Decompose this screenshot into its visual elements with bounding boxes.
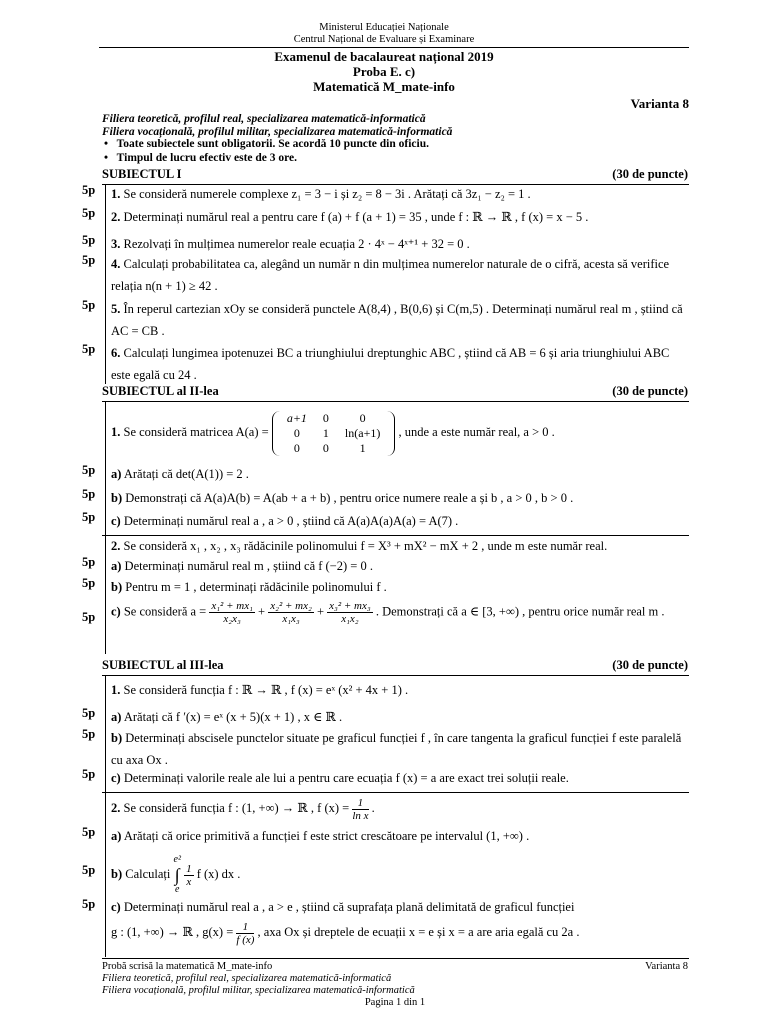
- section-2-heading: [102, 384, 688, 399]
- center-name: Centrul Național de Evaluare și Examinare: [293, 34, 475, 45]
- fraction-1-over-fx: $\frac{1}{f (x)}$: [236, 920, 255, 946]
- section-3-margin-line: [105, 675, 106, 957]
- footer: [102, 961, 688, 1009]
- section-1-title: SUBIECTUL I: [102, 167, 182, 181]
- footer-filiera-1: Filiera teoretică, profilul real, specializarea matematică-informatică: [102, 973, 392, 984]
- section-1-heading: [102, 167, 688, 182]
- fraction-1-over-x: $\frac{1}{x}$: [186, 862, 192, 888]
- section-2-title: SUBIECTUL al II-lea: [102, 384, 219, 398]
- section-3-heading: [102, 658, 688, 673]
- section-2-points: (30 de puncte): [612, 384, 688, 398]
- footer-proba: Probă scrisă la matematică M_mate-info: [102, 961, 273, 972]
- exam-proba: Proba E. c): [352, 64, 416, 79]
- footer-rule: [102, 958, 689, 959]
- section-2-margin-line: [105, 401, 106, 654]
- section-2-rule: [102, 401, 689, 402]
- filiera-vocationala: Filiera vocațională, profilul militar, specializarea matematică-informatică: [102, 126, 453, 138]
- section-3-title: SUBIECTUL al III-lea: [102, 658, 224, 672]
- section-3-points: (30 de puncte): [612, 658, 688, 672]
- fraction-1: $\frac{\text{x₁² + mx₁}}{\text{x₂x₃}}$: [211, 600, 253, 625]
- matrix-A: a+1 0 0 0 1 ln(a+1) 0 0 1: [272, 411, 396, 456]
- exam-page: Ministerul Educației Naționale Centrul Național de Evaluare și Examinare Examenul de bacalaureat național 2019 Proba E. c) Matematică M_mate-info Varianta 8 Filiera teoretică, profilul real, specializarea matematică-informatică Filiera vocațională, profilul militar, specializarea matematică-informatică • Toate subiectele sunt obligatorii. Se acordă 10 puncte din oficiu. • Timpul de lucru efectiv este de 3 ore. SUBIECTUL I (30 de puncte) 5p 1. Se consideră numerele complexe z₁ = 3 − i și z₂ = 8 − 3i . Arătați că 3z₁ − z₂ = 1 . 5p 2. Determinați numărul real a pentru care f (a) + f (a + 1) = 35 , unde f : ℝ → ℝ , f (x) = x − 5 . 5p 3. Rezolvați în mulțimea numerelor reale ecuația 2 · 4ˣ − 4ˣ⁺¹ + 32 = 0 . 5p 4. Calculați probabilitatea ca, alegând un număr n din mulțimea numerelor naturale de o cifră, acesta să verifice relația n(n + 1) ≥ 42 . 5p 5. În reperul cartezian xOy se consideră punctele A(8,4) , B(0,6) și C(m,5) . Determinați numărul real m , știind că AC = CB . 5p 6. Calculați lungimea ipotenuzei BC a triunghiului dreptunghic ABC , știind că AB = 6 și aria triunghiului ABC este egală cu 24 . SUBIECTUL al II-lea (30 de puncte) 1. Se consideră matricea A(a) = a+1 0 0 0 1 ln(a+1) 0 0 1 , unde a este număr real, a > 0 . 5p a) Arătați că det(A(1)) = 2 . 5p b) Demonstrați că A(a)A(b) = A(ab + a + b) , pentru orice numere reale a și b , a > 0 , b > 0 . 5p c) Determinați numărul real a , a > 0 , știind că A(a)A(a)A(a) = A(7) . 2. Se consideră x₁ , x₂ , x₃ rădăcinile polinomului f = X³ + mX² − mX + 2 , unde m este număr real. 5p a) Determinați numărul real m , știind că f (−2) = 0 . 5p b) Pentru m = 1 , determinați rădăcinile polinomului f . 5p c) Se consideră a = $\frac{\text{x₁² + mx₁}}{\text{x₂x₃}}$ + $\frac{\text{x₂² + mx₂}}{\text{x₁x₃}}$ + $\frac{\text{x₃² + mx₃}}{\text{x₁x₂}}$ . Demonstrați că a ∈ [3, +∞) , pentru orice număr real m . SUBIECTUL al III-lea (30 de puncte) 1. Se consideră funcția f : ℝ → ℝ , f (x) = eˣ (x² + 4x + 1) . 5p a) Arătați că f ′(x) = eˣ (x + 5)(x + 1) , x ∈ ℝ . 5p b) Determinați abscisele punctelor situate pe graficul funcției f , în care tangenta la graficul funcției f este paralelă cu axa Ox . 5p c) Determinați valorile reale ale lui a pentru care ecuația f (x) = a are exact trei soluții reale. 2. Se consideră funcția f : (1, +∞) → ℝ , f (x) = $\frac{1}{\text{ln x}}$ . 5p a) Arătați că orice primitivă a funcției f este strict crescătoare pe intervalul (1, +∞) . 5p b) Calculați e² ∫ e $\frac{1}{x}$ f (x) dx . 5p c) Determinați numărul real a , a > e , știind că suprafața plană delimitată de graficul funcției g : (1, +∞) → ℝ , g(x) = $\frac{1}{f (x)}$ , axa Ox și dreptele de ecuații x = e și x = a are aria egală cu 2a . Probă scrisă la matematică M_mate-info Varianta 8 Filiera teoretică, profilul real, specializarea matematică-informatică Filiera vocațională, profilul militar, specializarea matematică-informatică Pagina 1 din 1: [0, 0, 768, 1024]
- integral-sign-icon: ∫: [174, 865, 180, 886]
- header-rule: [99, 47, 689, 48]
- varianta-label: Varianta 8: [630, 96, 689, 111]
- footer-filiera-2: Filiera vocațională, profilul militar, specializarea matematică-informatică: [102, 985, 415, 996]
- section-3-rule: [102, 675, 689, 676]
- fraction-1-over-lnx: $\frac{1}{\text{ln x}}$: [352, 796, 369, 822]
- bullet-obligatorii: • Toate subiectele sunt obligatorii. Se acordă 10 puncte din oficiu.: [104, 138, 429, 150]
- exam-subject: Matematică M_mate-info: [313, 79, 455, 94]
- item-text: Se consideră numerele complexe z₁ = 3 − i și z₂ = 8 − 3i . Arătați că 3z₁ − z₂ = 1 .: [123, 187, 531, 201]
- section-1-points: (30 de puncte): [612, 167, 688, 181]
- section-1-margin-line: [105, 184, 106, 384]
- footer-page-number: Pagina 1 din 1: [364, 997, 426, 1008]
- fraction-3: $\frac{\text{x₃² + mx₃}}{\text{x₁x₂}}$: [329, 600, 371, 625]
- institution-header: [0, 22, 768, 46]
- fraction-2: $\frac{\text{x₂² + mx₂}}{\text{x₁x₃}}$: [270, 600, 312, 625]
- bullet-timp: • Timpul de lucru efectiv este de 3 ore.: [104, 152, 298, 164]
- filiera-teoretica: Filiera teoretică, profilul real, specializarea matematică-informatică: [102, 113, 426, 125]
- ministry-name: Ministerul Educației Naționale: [319, 22, 449, 33]
- integral: e² ∫ e: [173, 854, 181, 896]
- points: 5p: [82, 183, 96, 197]
- footer-varianta: Varianta 8: [645, 961, 688, 972]
- s3-q2-rule: [102, 792, 689, 793]
- exam-title: Examenul de bacalaureat național 2019: [274, 49, 494, 64]
